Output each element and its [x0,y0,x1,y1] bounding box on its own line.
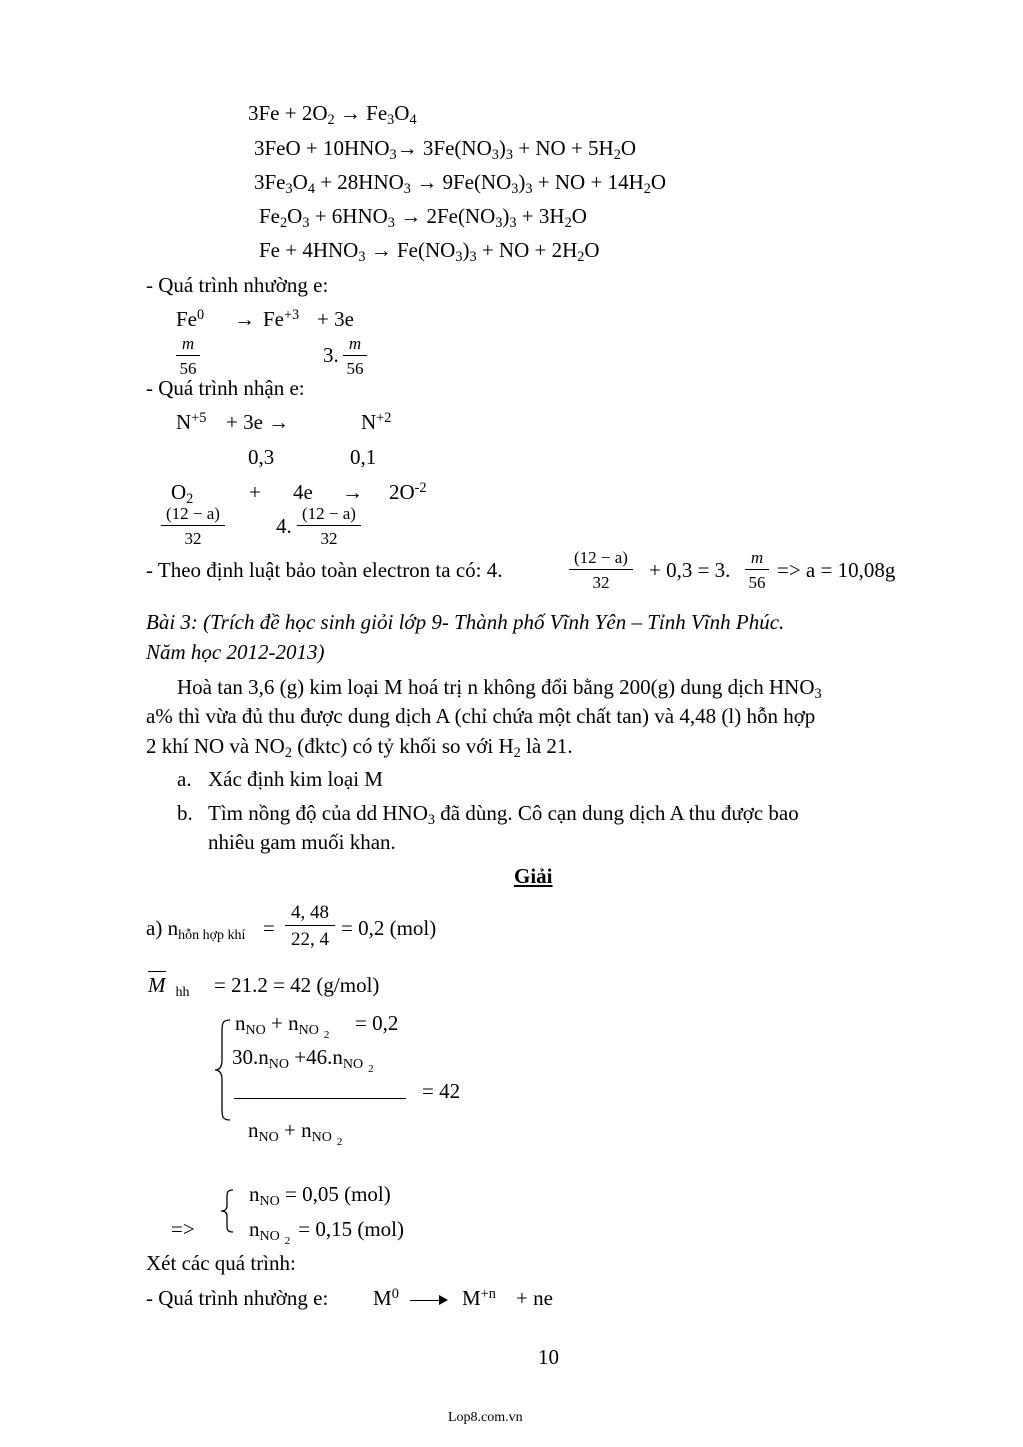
system1-fraction-line [234,1098,406,1099]
receive-process-o-ion: $2O^{-2}$ [389,479,427,504]
implies-arrow: => [171,1217,195,1241]
question-b-marker: b. [177,801,193,825]
solution-a-result: = 0,2 (mol) [341,916,437,940]
solution-a-eq: = [263,916,275,940]
receive-process-val2: 0,1 [350,445,377,469]
page-number: 10 [538,1345,559,1369]
receive-process-n5: $N^{+5}$ [176,409,207,434]
give-process-fe: Fe$^0$ [176,306,205,331]
question-a-text: Xác định kim loại M [208,767,383,791]
receive-process-plus: + [249,480,261,504]
receive-process-coef: 4. [276,514,292,538]
give-process-fe3: $Fe^{+3}$ [263,306,300,331]
system1-line1-result: = 0,2 [355,1011,399,1035]
solution-give-ne: + ne [516,1286,553,1310]
receive-process-fraction-1: $\frac{(12 - a)}{32}$ [161,505,225,547]
conservation-fraction-2: $\frac{m}{56}$ [745,549,769,591]
question-b-text-line2: nhiêu gam muối khan. [208,830,396,854]
system1-eq: = 42 [422,1079,461,1103]
system2-line1: $n_{NO} = 0,05$ (mol) [249,1182,391,1210]
problem-title-line2: Năm học 2012-2013) [146,640,325,664]
consider-processes: Xét các quá trình: [146,1251,296,1275]
equation-3: $3Fe_3O_4 + 28HNO_3 \to 9Fe(NO_3)_3$ + NO + $14H_2O$ [254,170,667,197]
site-footer: Lop8.com.vn [448,1410,523,1425]
solution-m-eq: = 21.2 = 42 (g/mol) [214,973,380,997]
solution-a-fraction: $\frac{4, 48}{22, 4}$ [285,903,335,949]
system2-brace-icon [218,1188,236,1234]
receive-process-n2: $N^{+2}$ [361,409,392,434]
conservation-text: - Theo định luật bảo toàn electron ta có: 4. [146,558,503,582]
solution-a-lead: a) $n_{hỗn hợp khí}$ [146,916,246,944]
give-arrow-icon [439,1295,448,1305]
system1-line2: $30.n_{NO} +46.n_{NO}$ $_2$ [232,1045,374,1075]
give-process-arrow: → [234,307,255,331]
solution-heading: Giải [514,864,553,888]
give-process-label: - Quá trình nhường e: [146,273,329,297]
solution-give-m0: $M^0$ [373,1285,399,1310]
receive-process-val1: 0,3 [248,445,275,469]
equation-2: $3FeO + 10HNO_3\to 3Fe(NO_3)_3$ + NO + $5H_2O$ [254,136,637,163]
give-process-plus-3e: + 3e [317,307,354,331]
system2-line2: $n_{NO}$ $_2$ = 0,15 (mol) [249,1217,404,1247]
problem-paragraph-line1: Hoà tan 3,6 (g) kim loại M hoá trị n không đổi bằng 200(g) dung dịch $HNO_3$ [177,675,822,702]
solution-give-mn: $M^{+n}$ [462,1285,496,1310]
give-arrow-line [410,1300,441,1301]
solution-m-avg: M hh [148,973,190,1000]
receive-process-label: - Quá trình nhận e: [146,376,305,400]
question-a-marker: a. [177,767,192,791]
give-process-coef: 3. [323,343,339,367]
equation-1: $3Fe + 2O_2 \to Fe_3O_4$ [248,101,417,128]
give-process-fraction-2: $\frac{m}{56}$ [343,335,367,377]
problem-paragraph-line3: 2 khí NO và $NO_2$ (đktc) có tỷ khối so với $H_2$ là 21. [146,734,573,761]
equation-4: $Fe_2O_3 + 6HNO_3 \to 2Fe(NO_3)_3 + 3H_2O$ [259,204,587,231]
give-process-fraction-1: $\frac{m}{56}$ [176,335,200,377]
receive-process-plus-3e: + 3e → [226,410,290,434]
receive-process-4e: 4e [293,480,313,504]
problem-title: Bài 3: (Trích đề học sinh giỏi lớp 9- Thành phố Vĩnh Yên – Tỉnh Vĩnh Phúc. [146,610,785,634]
conservation-fraction-1: $\frac{(12 - a)}{32}$ [569,549,633,591]
conservation-result: => a = 10,08g [777,558,896,582]
conservation-mid: + 0,3 = 3. [649,558,731,582]
question-b-text-line1: Tìm nồng độ của dd $HNO_3$ đã dùng. Cô cạn dung dịch A thu được bao [208,801,799,828]
equation-5: $Fe + 4HNO_3 \to Fe(NO_3)_3$ + NO + $2H_2O$ [259,238,600,265]
system1-brace-icon [212,1018,234,1122]
receive-process-arrow: → [342,480,363,504]
receive-process-fraction-2: $\frac{(12 - a)}{32}$ [297,505,361,547]
receive-process-o2: $O_2$ [171,480,194,507]
solution-give-label: - Quá trình nhường e: [146,1286,329,1310]
system1-line1: $n_{NO} + n_{NO}$ $_2$ [235,1011,330,1041]
system1-line3: $n_{NO} + n_{NO}$ $_2$ [248,1118,343,1148]
problem-paragraph-line2: a% thì vừa đủ thu được dung dịch A (chỉ chứa một chất tan) và 4,48 (l) hỗn hợp [146,704,816,728]
